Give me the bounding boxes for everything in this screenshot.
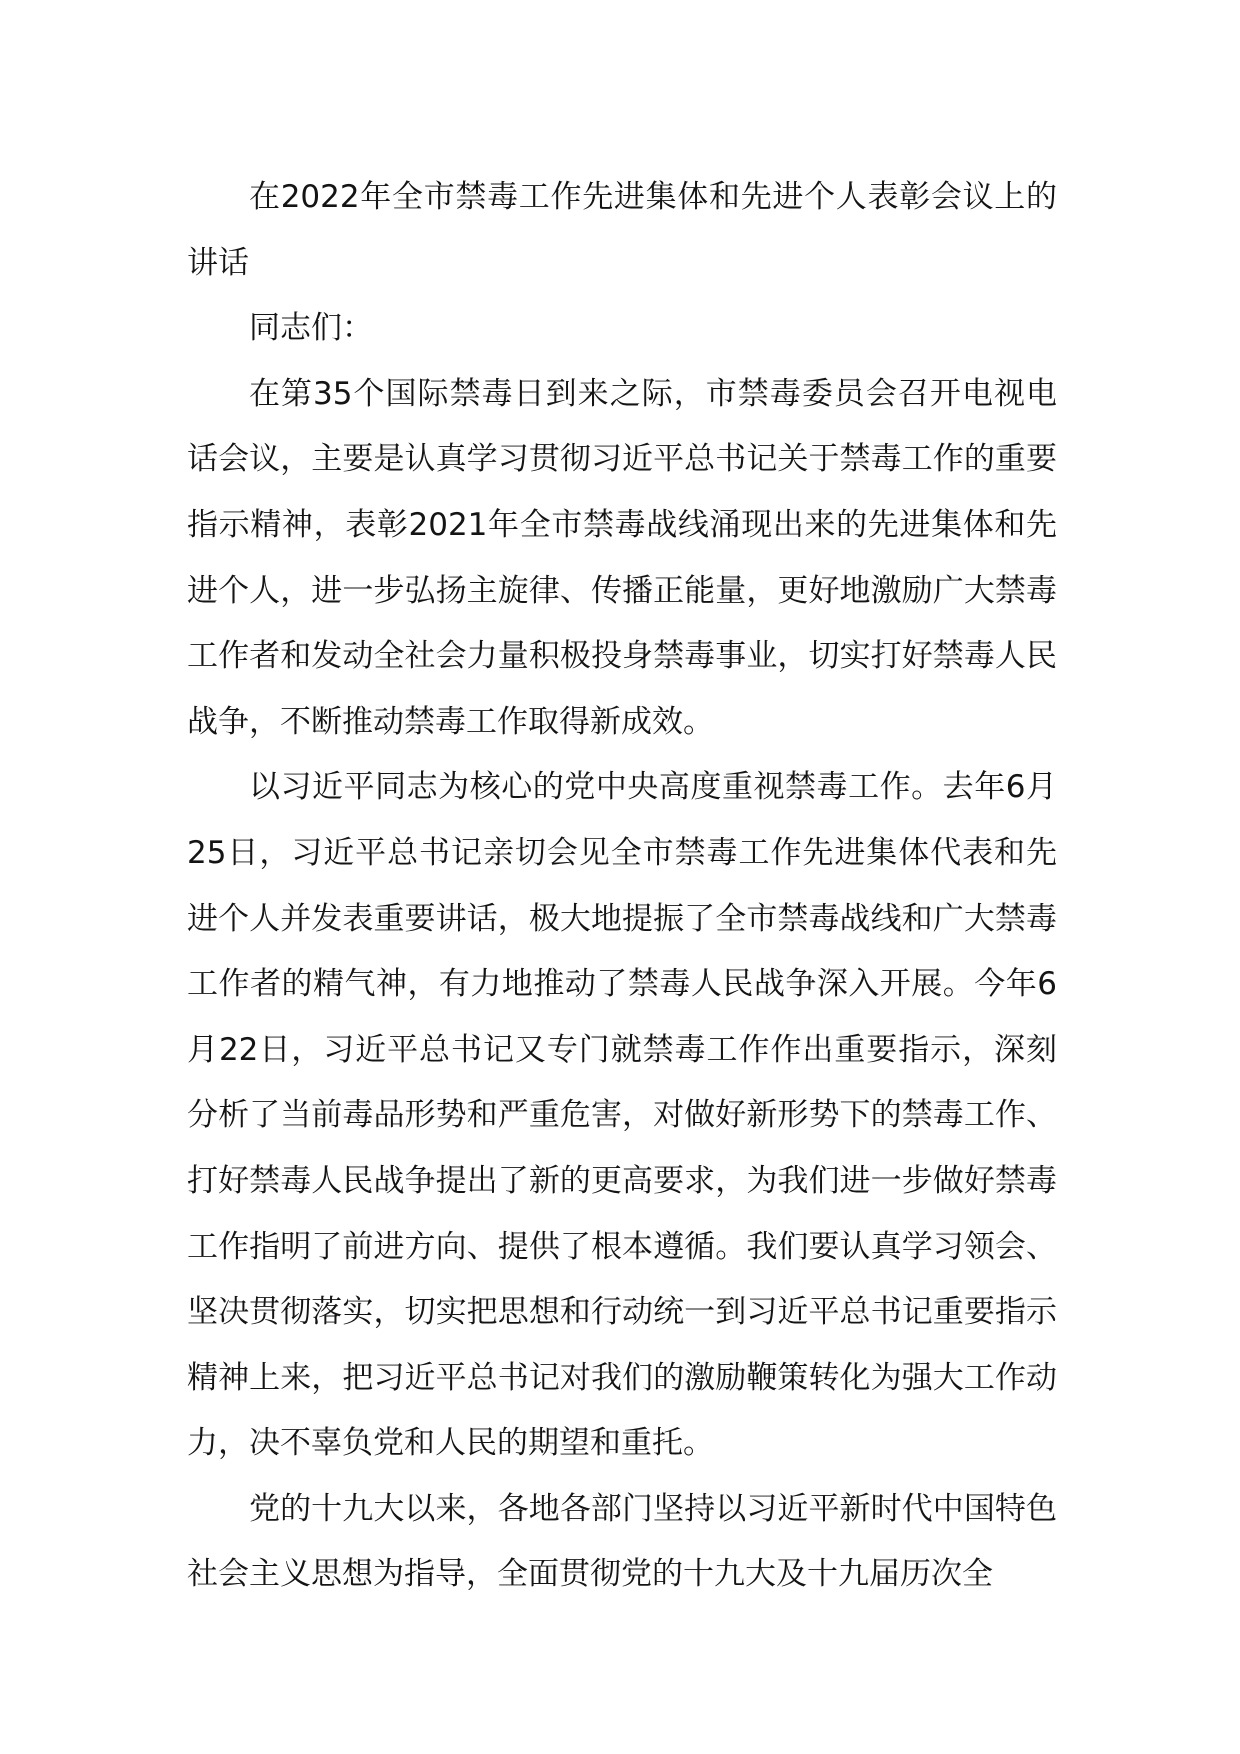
paragraph: 以习近平同志为核心的党中央高度重视禁毒工作。去年6月25日，习近平总书记亲切会见全市禁毒工作先进集体代表和先进个人并发表重要讲话，极大地提振了全市禁毒战线和广大禁毒工作者的精气神，有力地推动了禁毒人民战争深入开展。今年6月22日，习近平总书记又专门就禁毒工作作出重要指示，深刻分析了当前毒品形势和严重危害，对做好新形势下的禁毒工作、打好禁毒人民战争提出了新的更高要求，为我们进一步做好禁毒工作指明了前进方向、提供了根本遵循。我们要认真学习领会、坚决贯彻落实，切实把思想和行动统一到习近平总书记重要指示精神上来，把习近平总书记对我们的激励鞭策转化为强大工作动力，决不辜负党和人民的期望和重托。 — [187, 769, 1057, 1462]
document-body — [187, 165, 1057, 1608]
paragraph: 在第35个国际禁毒日到来之际，市禁毒委员会召开电视电话会议，主要是认真学习贯彻习近平总书记关于禁毒工作的重要指示精神，表彰2021年全市禁毒战线涌现出来的先进集体和先进个人，进一步弘扬主旋律、传播正能量，更好地激励广大禁毒工作者和发动全社会力量积极投身禁毒事业，切实打好禁毒人民战争，不断推动禁毒工作取得新成效。 — [187, 375, 1057, 740]
paragraph: 党的十九大以来，各地各部门坚持以习近平新时代中国特色社会主义思想为指导，全面贯彻党的十九大及十九届历次全 — [187, 1490, 1057, 1593]
document-title: 在2022年全市禁毒工作先进集体和先进个人表彰会议上的讲话 — [187, 179, 1057, 281]
salutation: 同志们： — [249, 310, 373, 347]
